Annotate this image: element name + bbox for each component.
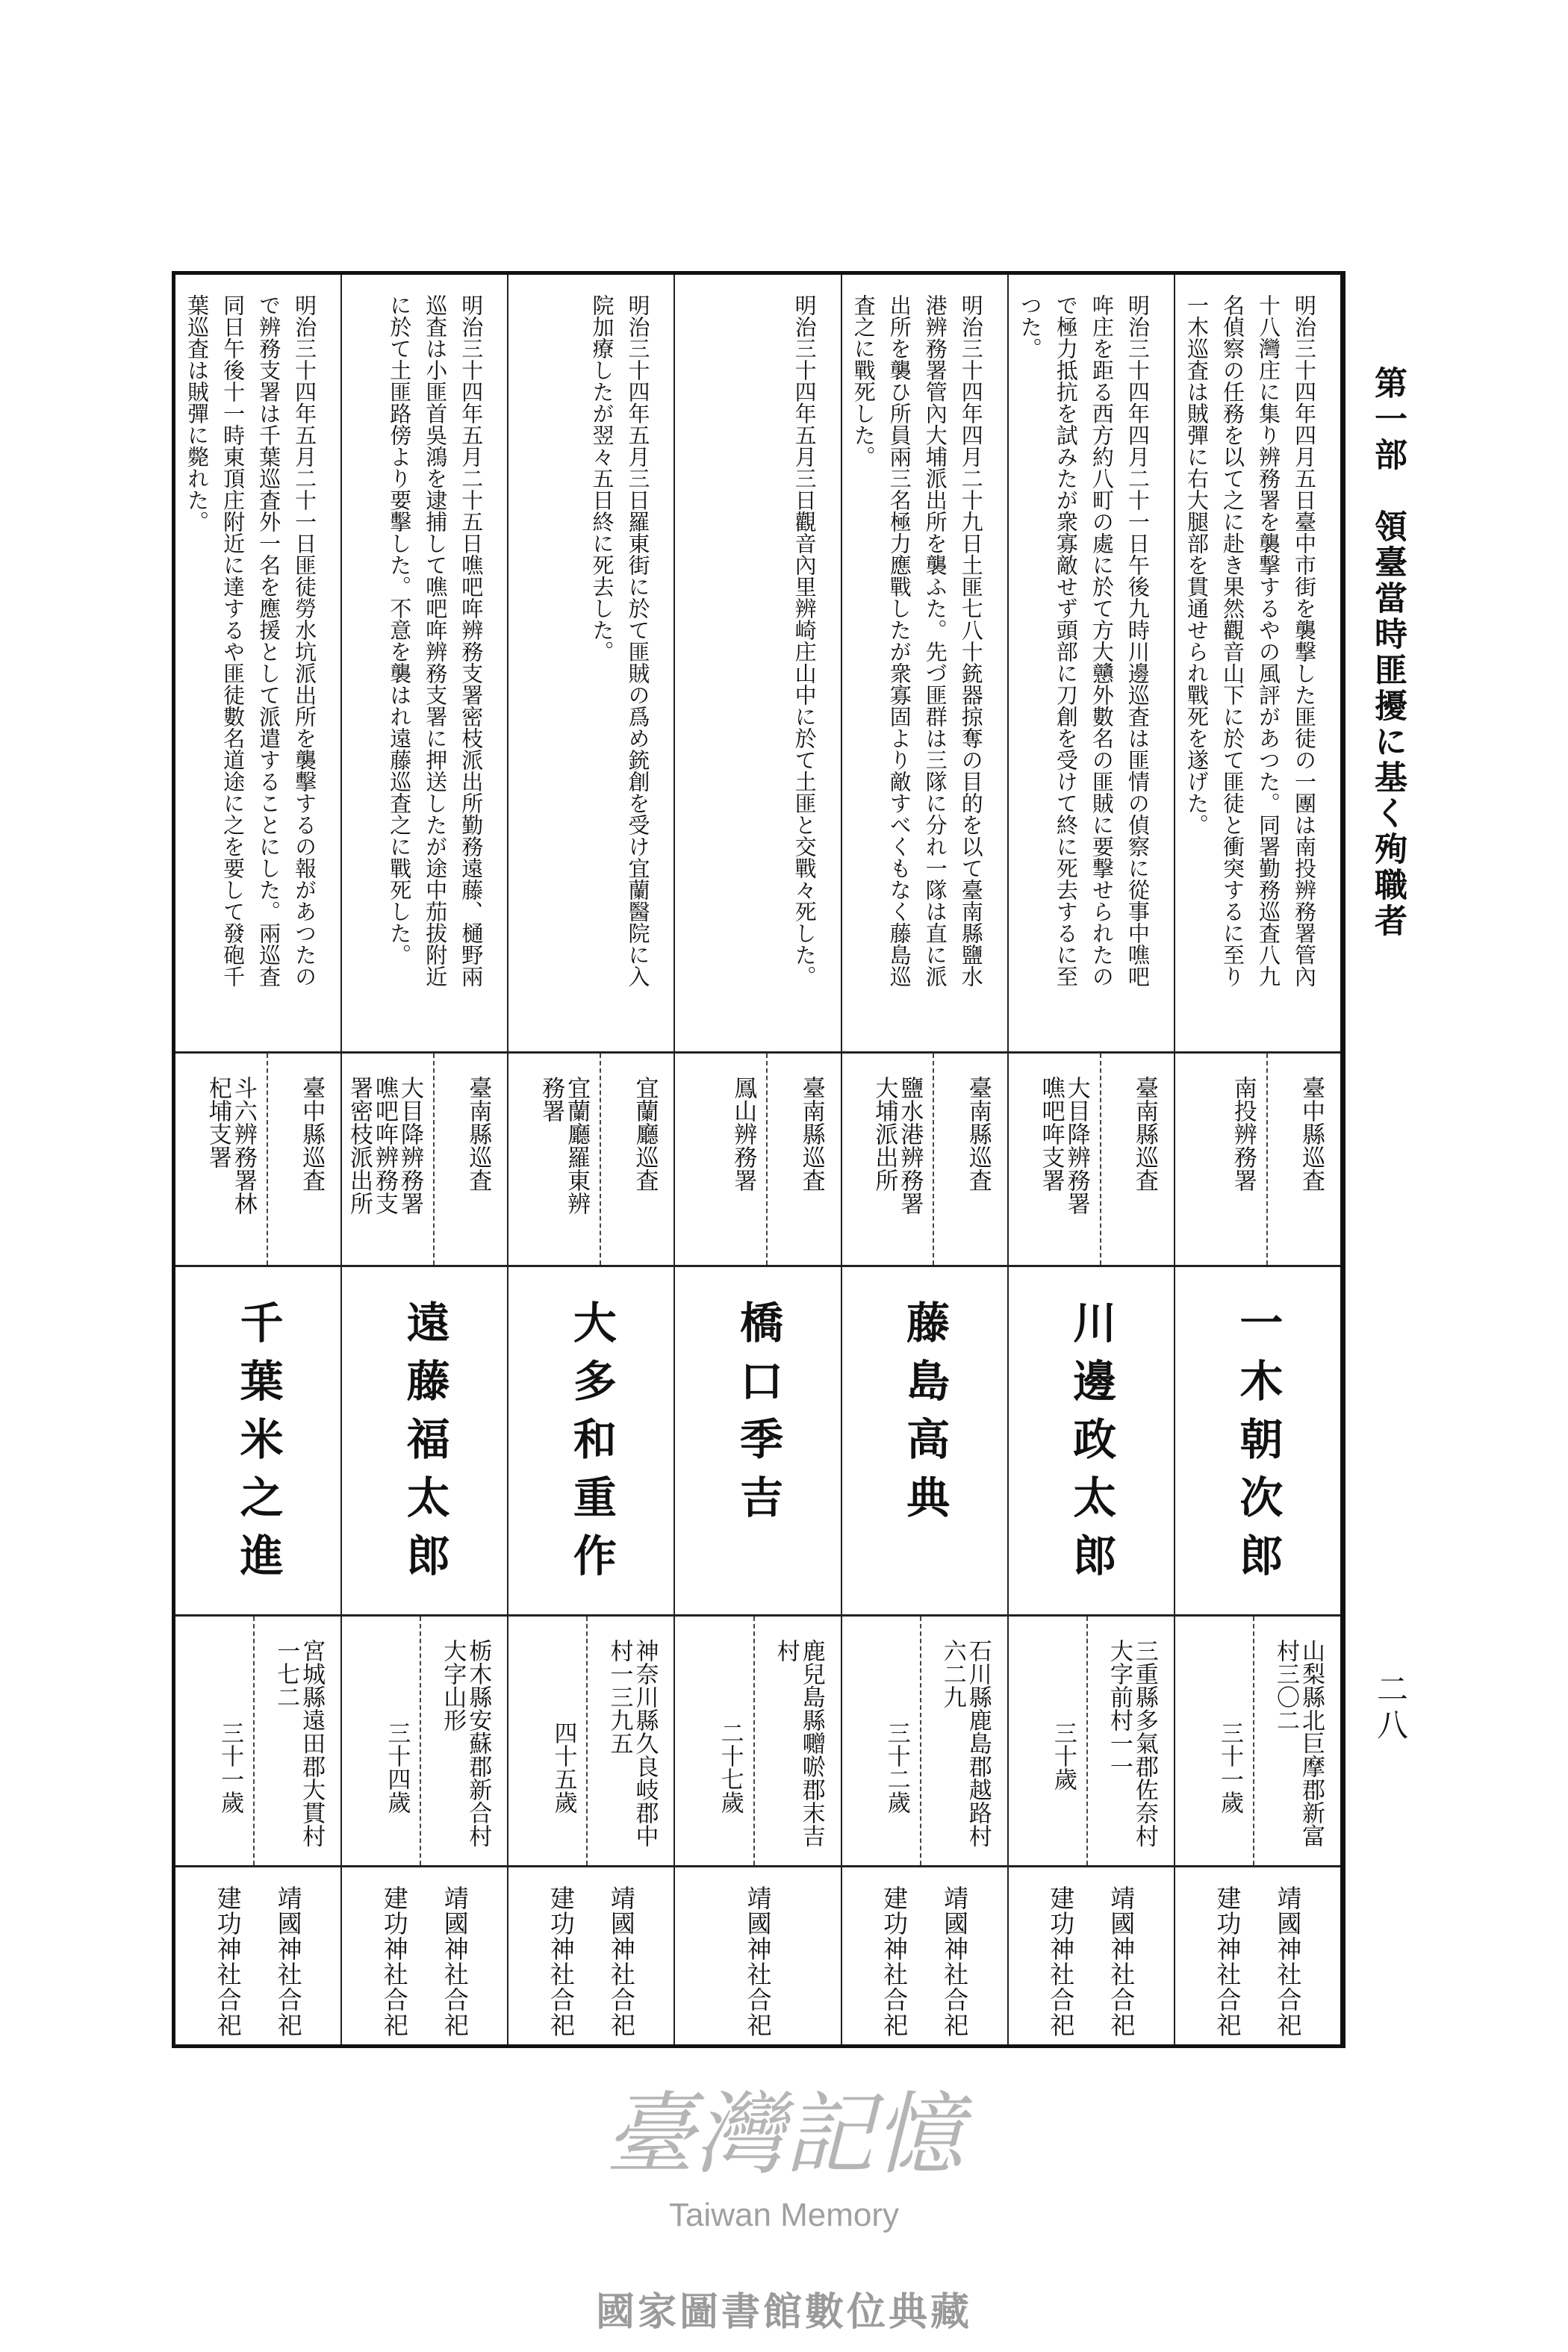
- origin-subcell: [255, 1617, 340, 1865]
- origin-line: 六二九: [939, 1639, 966, 1708]
- age-text: 三十一歲: [1216, 1721, 1244, 1814]
- narrative-line: 明治三十四年五月三日觀音內里辨崎庄山中に於て土匪と交戰々死した。: [791, 294, 818, 987]
- name-cell: [342, 1265, 507, 1614]
- shrine-cell: [675, 1865, 840, 2044]
- person-name: 川邊政太郎: [1065, 1300, 1117, 1591]
- age-text: 三十二歲: [883, 1721, 910, 1814]
- age-subcell: [508, 1617, 588, 1865]
- office-subcell: [175, 1054, 268, 1265]
- role-cell: [1009, 1051, 1174, 1265]
- origin-cell: [1175, 1614, 1340, 1865]
- narrative-cell: [508, 275, 673, 1051]
- shrine-text: 建功神社合祀: [546, 1885, 576, 2038]
- name-cell: [1175, 1265, 1340, 1614]
- narrative-line: 十八灣庄に集り辨務署を襲撃するやの風評があつた。同署勤務巡査八九: [1256, 294, 1281, 987]
- shrine-text: 靖國神社合祀: [940, 1885, 970, 2038]
- shrine-text: 建功神社合祀: [213, 1885, 243, 2038]
- rank-text: 臺南縣巡査: [464, 1076, 492, 1192]
- shrine-text: 靖國神社合祀: [743, 1885, 773, 2038]
- office-line: 務署: [538, 1076, 565, 1122]
- origin-cell: [175, 1614, 340, 1865]
- shrine-cell: [508, 1865, 673, 2044]
- shrine-text: 建功神社合祀: [379, 1885, 409, 2038]
- shrine-text: 靖國神社合祀: [1107, 1885, 1136, 2038]
- origin-cell: [675, 1614, 840, 1865]
- rank-subcell: [601, 1054, 673, 1265]
- age-text: 三十歲: [1049, 1721, 1077, 1791]
- age-subcell: [842, 1617, 921, 1865]
- origin-cell: [508, 1614, 673, 1865]
- narrative-line: で辨務支署は千葉巡査外一名を應援として派遣することにした。兩巡査: [256, 294, 282, 987]
- origin-subcell: [1254, 1617, 1340, 1865]
- narrative-cell: [675, 275, 840, 1051]
- rank-subcell: [1268, 1054, 1340, 1265]
- entry-column: [1007, 275, 1174, 2044]
- narrative-line: 院加療したが翌々五日終に死去した。: [589, 294, 615, 662]
- shrine-cell: [1175, 1865, 1340, 2044]
- office-line: 大目降辨務署: [1063, 1076, 1090, 1215]
- role-cell: [842, 1051, 1007, 1265]
- person-name: 橋口季吉: [732, 1300, 783, 1533]
- shrine-text: 靖國神社合祀: [606, 1885, 636, 2038]
- person-name: 一木朝次郎: [1232, 1300, 1284, 1591]
- office-line: 杞埔支署: [204, 1076, 231, 1169]
- narrative-cell: [842, 275, 1007, 1051]
- footer-credit: 國家圖書館數位典藏: [595, 2290, 972, 2335]
- watermark-logo: 臺灣記憶: [605, 2083, 963, 2187]
- office-line: 大目降辨務署: [396, 1076, 423, 1215]
- origin-line: 栃木縣安蘇郡新合村: [464, 1639, 492, 1847]
- origin-line: 石川縣鹿島郡越路村: [964, 1639, 992, 1847]
- office-subcell: [342, 1054, 435, 1265]
- office-line: 署密枝派出所: [346, 1076, 373, 1215]
- rank-text: 臺中縣巡査: [1298, 1076, 1325, 1192]
- entry-column: [175, 275, 340, 2044]
- rank-text: 臺南縣巡査: [797, 1076, 825, 1192]
- office-subcell: [1175, 1054, 1268, 1265]
- office-line: 南投辨務署: [1229, 1076, 1257, 1192]
- martyrs-table: [172, 271, 1345, 2048]
- office-subcell: [1009, 1054, 1101, 1265]
- origin-line: 山梨縣北巨摩郡新富: [1298, 1639, 1325, 1847]
- narrative-cell: [342, 275, 507, 1051]
- rank-text: 宜蘭廳巡査: [631, 1076, 659, 1192]
- age-text: 二十七歲: [716, 1721, 744, 1814]
- page-header-title: 第一部 領臺當時匪擾に基く殉職者: [1369, 366, 1407, 939]
- origin-line: 村三〇二: [1272, 1639, 1299, 1732]
- rank-subcell: [1101, 1054, 1174, 1265]
- office-line: 噍吧哖支署: [1037, 1076, 1065, 1192]
- role-cell: [342, 1051, 507, 1265]
- age-subcell: [675, 1617, 754, 1865]
- office-subcell: [842, 1054, 935, 1265]
- narrative-cell: [175, 275, 340, 1051]
- name-cell: [175, 1265, 340, 1614]
- rank-subcell: [934, 1054, 1007, 1265]
- narrative-line: で極力抵抗を試みたが衆寡敵せず頭部に刀創を受けて終に死去するに至: [1053, 294, 1079, 987]
- age-subcell: [1009, 1617, 1088, 1865]
- narrative-line: 査之に戰死した。: [850, 294, 877, 467]
- shrine-text: 靖國神社合祀: [1273, 1885, 1303, 2038]
- office-line: 斗六辨務署林: [229, 1076, 257, 1215]
- rank-subcell: [768, 1054, 840, 1265]
- office-line: 宜蘭廳羅東辨: [563, 1076, 591, 1215]
- narrative-cell: [1009, 275, 1174, 1051]
- narrative-line: 明治三十四年五月三日羅東街に於て匪賊の爲め銃創を受け宜蘭醫院に入: [625, 294, 651, 987]
- role-cell: [508, 1051, 673, 1265]
- narrative-line: 名偵察の任務を以て之に赴き果然觀音山下に於て匪徒と衝突するに至り: [1220, 294, 1245, 987]
- name-cell: [675, 1265, 840, 1614]
- role-cell: [675, 1051, 840, 1265]
- office-line: 大埔派出所: [871, 1076, 898, 1192]
- shrine-text: 靖國神社合祀: [440, 1885, 470, 2038]
- origin-cell: [842, 1614, 1007, 1865]
- person-name: 大多和重作: [565, 1300, 617, 1591]
- age-subcell: [175, 1617, 255, 1865]
- office-line: 噍吧哖辨務支: [371, 1076, 398, 1215]
- origin-line: 宮城縣遠田郡大貫村: [298, 1639, 326, 1847]
- office-subcell: [675, 1054, 768, 1265]
- age-text: 三十一歲: [217, 1721, 244, 1814]
- narrative-line: 明治三十四年五月二十五日噍吧哖辨務支署密枝派出所勤務遠藤、樋野兩: [458, 294, 485, 987]
- narrative-line: 明治三十四年五月二十一日匪徒勞水坑派出所を襲擊するの報があつたの: [292, 294, 318, 987]
- name-cell: [1009, 1265, 1174, 1614]
- entry-column: [1174, 275, 1340, 2044]
- office-line: 鳳山辨務署: [729, 1076, 757, 1192]
- person-name: 千葉米之進: [232, 1300, 284, 1591]
- person-name: 遠藤福太郎: [399, 1300, 450, 1591]
- name-cell: [842, 1265, 1007, 1614]
- origin-subcell: [755, 1617, 841, 1865]
- origin-line: 鹿兒島縣囎唹郡末吉: [797, 1639, 825, 1847]
- shrine-cell: [842, 1865, 1007, 2044]
- watermark-subtext: Taiwan Memory: [668, 2197, 900, 2233]
- age-subcell: [1175, 1617, 1254, 1865]
- narrative-line: 巡査は小匪首吳鴻を逮捕して噍吧哖辨務支署に押送したが途中茄拔附近: [423, 294, 449, 987]
- narrative-line: 葉巡査は賊彈に斃れた。: [184, 294, 211, 532]
- narrative-line: 出所を襲ひ所員兩三名極力應戰したが衆寡固より敵すべくもなく藤島巡: [886, 294, 912, 987]
- narrative-line: 明治三十四年四月二十一日午後九時川邊巡査は匪情の偵察に從事中噍吧: [1124, 294, 1151, 987]
- origin-subcell: [921, 1617, 1007, 1865]
- rank-text: 臺南縣巡査: [1130, 1076, 1158, 1192]
- narrative-line: に於て土匪路傍より要擊した。不意を襲はれ遠藤巡査之に戰死した。: [387, 294, 413, 965]
- rank-text: 臺南縣巡査: [964, 1076, 992, 1192]
- origin-subcell: [421, 1617, 507, 1865]
- narrative-line: つた。: [1017, 294, 1043, 359]
- origin-line: 三重縣多氣郡佐奈村: [1130, 1639, 1158, 1847]
- shrine-text: 建功神社合祀: [1213, 1885, 1242, 2038]
- origin-cell: [342, 1614, 507, 1865]
- office-subcell: [508, 1054, 601, 1265]
- narrative-line: 同日午後十一時東頂庄附近に達するや匪徒數名道途に之を要して發砲千: [220, 294, 246, 987]
- shrine-text: 建功神社合祀: [880, 1885, 909, 2038]
- narrative-line: 哖庄を距る西方約八町の處に於て方大戇外數名の匪賊に要撃せられたの: [1089, 294, 1115, 987]
- origin-line: 村一三九五: [606, 1639, 633, 1755]
- origin-line: 大字前村一一: [1105, 1639, 1133, 1778]
- origin-line: 大字山形: [439, 1639, 467, 1732]
- narrative-line: 明治三十四年四月五日臺中市街を襲撃した匪徒の一團は南投辨務署管內: [1292, 294, 1317, 987]
- age-text: 三十四歲: [383, 1721, 411, 1814]
- origin-line: 村: [772, 1639, 800, 1662]
- narrative-line: 明治三十四年四月二十九日土匪七八十銃器掠奪の目的を以て臺南縣鹽水: [958, 294, 984, 987]
- shrine-cell: [1009, 1865, 1174, 2044]
- page-number: 二八: [1372, 1673, 1409, 1744]
- shrine-cell: [342, 1865, 507, 2044]
- rank-subcell: [268, 1054, 340, 1265]
- shrine-text: 靖國神社合祀: [273, 1885, 303, 2038]
- origin-line: 神奈川縣久良岐郡中: [631, 1639, 659, 1847]
- origin-subcell: [1088, 1617, 1174, 1865]
- narrative-cell: [1175, 275, 1340, 1051]
- narrative-line: 一木巡査は賊彈に右大腿部を貫通せられ戰死を遂げた。: [1184, 294, 1210, 836]
- entry-column: [673, 275, 840, 2044]
- entry-column: [841, 275, 1007, 2044]
- entry-column: [507, 275, 673, 2044]
- origin-line: 一七二: [273, 1639, 300, 1708]
- origin-subcell: [588, 1617, 673, 1865]
- role-cell: [1175, 1051, 1340, 1265]
- age-text: 四十五歲: [550, 1721, 577, 1814]
- person-name: 藤島高典: [899, 1300, 951, 1533]
- name-cell: [508, 1265, 673, 1614]
- office-line: 鹽水港辨務署: [896, 1076, 924, 1215]
- age-subcell: [342, 1617, 421, 1865]
- rank-text: 臺中縣巡査: [298, 1076, 326, 1192]
- shrine-text: 建功神社合祀: [1046, 1885, 1076, 2038]
- role-cell: [175, 1051, 340, 1265]
- rank-subcell: [435, 1054, 507, 1265]
- entry-column: [340, 275, 507, 2044]
- shrine-cell: [175, 1865, 340, 2044]
- origin-cell: [1009, 1614, 1174, 1865]
- narrative-line: 港辨務署管內大埔派出所を襲ふた。先づ匪群は三隊に分れ一隊は直に派: [922, 294, 948, 987]
